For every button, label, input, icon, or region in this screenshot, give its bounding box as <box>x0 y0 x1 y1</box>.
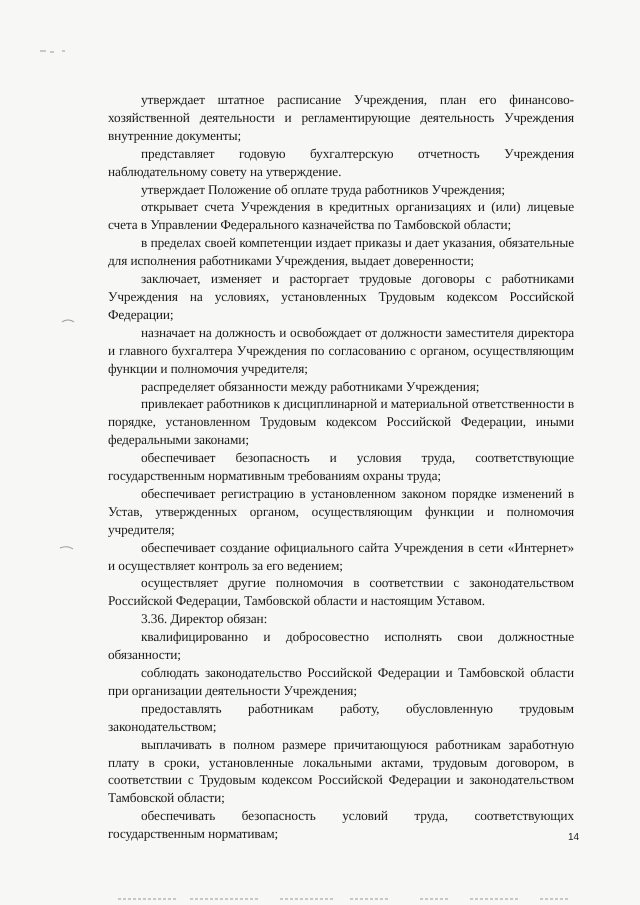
paragraph: привлекает работников к дисциплинарной и материальной ответственности в порядке, установленном Трудовым кодексом Российской Федерации, иными федеральными законами; <box>108 396 574 448</box>
paragraph: в пределах своей компетенции издает приказы и дает указания, обязательные для исполнения работниками Учреждения, выдает доверенности; <box>108 235 574 269</box>
paragraph: осуществляет другие полномочия в соответствии с законодательством Российской Федерации, Тамбовской области и настоящим Уставом. <box>108 575 574 609</box>
section-heading: 3.36. Директор обязан: <box>141 611 268 627</box>
paragraph: заключает, изменяет и расторгает трудовые договоры с работниками Учреждения на условиях, установленных Трудовым кодексом Российской Федерации; <box>108 271 574 322</box>
paragraph: обеспечивать безопасность условий труда, соответствующих государственным нормативам; <box>108 808 574 842</box>
paragraph: утверждает Положение об оплате труда работников Учреждения; <box>141 181 505 197</box>
page-number: 14 <box>568 832 580 843</box>
paragraph: обеспечивает создание официального сайта Учреждения в сети «Интернет» и осуществляет контроль за его ведением; <box>108 539 574 573</box>
paragraph: выплачивать в полном размере причитающуюся работникам заработную плату в сроки, установленные локальными актами, трудовым договором, в соответствии с Трудовым кодексом Российской Федерации и законодательством Тамбовской области; <box>108 736 574 806</box>
paragraph: обеспечивает безопасность и условия труда, соответствующие государственным нормативным требованиям охраны труда; <box>108 450 574 484</box>
left-margin-mark-1 <box>62 320 74 322</box>
paragraph: открывает счета Учреждения в кредитных организациях и (или) лицевые счета в Управлении Федерального казначейства по Тамбовской области; <box>108 199 574 233</box>
paragraph: назначает на должность и освобождает от должности заместителя директора и главного бухгалтера Учреждения по согласованию с органом, осуществляющим функции и полномочия учредителя; <box>108 324 574 376</box>
paragraph: квалифицированно и добросовестно исполнять свои должностные обязанности; <box>108 629 574 663</box>
paragraph: распределяет обязанности между работниками Учреждения; <box>141 378 480 394</box>
paragraph: обеспечивает регистрацию в установленном законом порядке изменений в Устав, утвержденных органом, осуществляющим функции и полномочия учредителя; <box>108 485 574 537</box>
paragraph: предоставлять работникам работу, обусловленную трудовым законодательством; <box>108 700 574 734</box>
top-left-scan-dots <box>40 51 65 52</box>
paragraph: соблюдать законодательство Российской Федерации и Тамбовской области при организации деятельности Учреждения; <box>108 665 574 698</box>
left-margin-mark-2 <box>60 547 73 549</box>
paragraph: представляет годовую бухгалтерскую отчетность Учреждения наблюдательному совету на утверждение. <box>108 145 574 179</box>
document-body <box>108 91 574 843</box>
paragraph: утверждает штатное расписание Учреждения, план его финансово-хозяйственной деятельности и регламентирующие деятельность Учреждения внутренние документы; <box>108 92 574 143</box>
